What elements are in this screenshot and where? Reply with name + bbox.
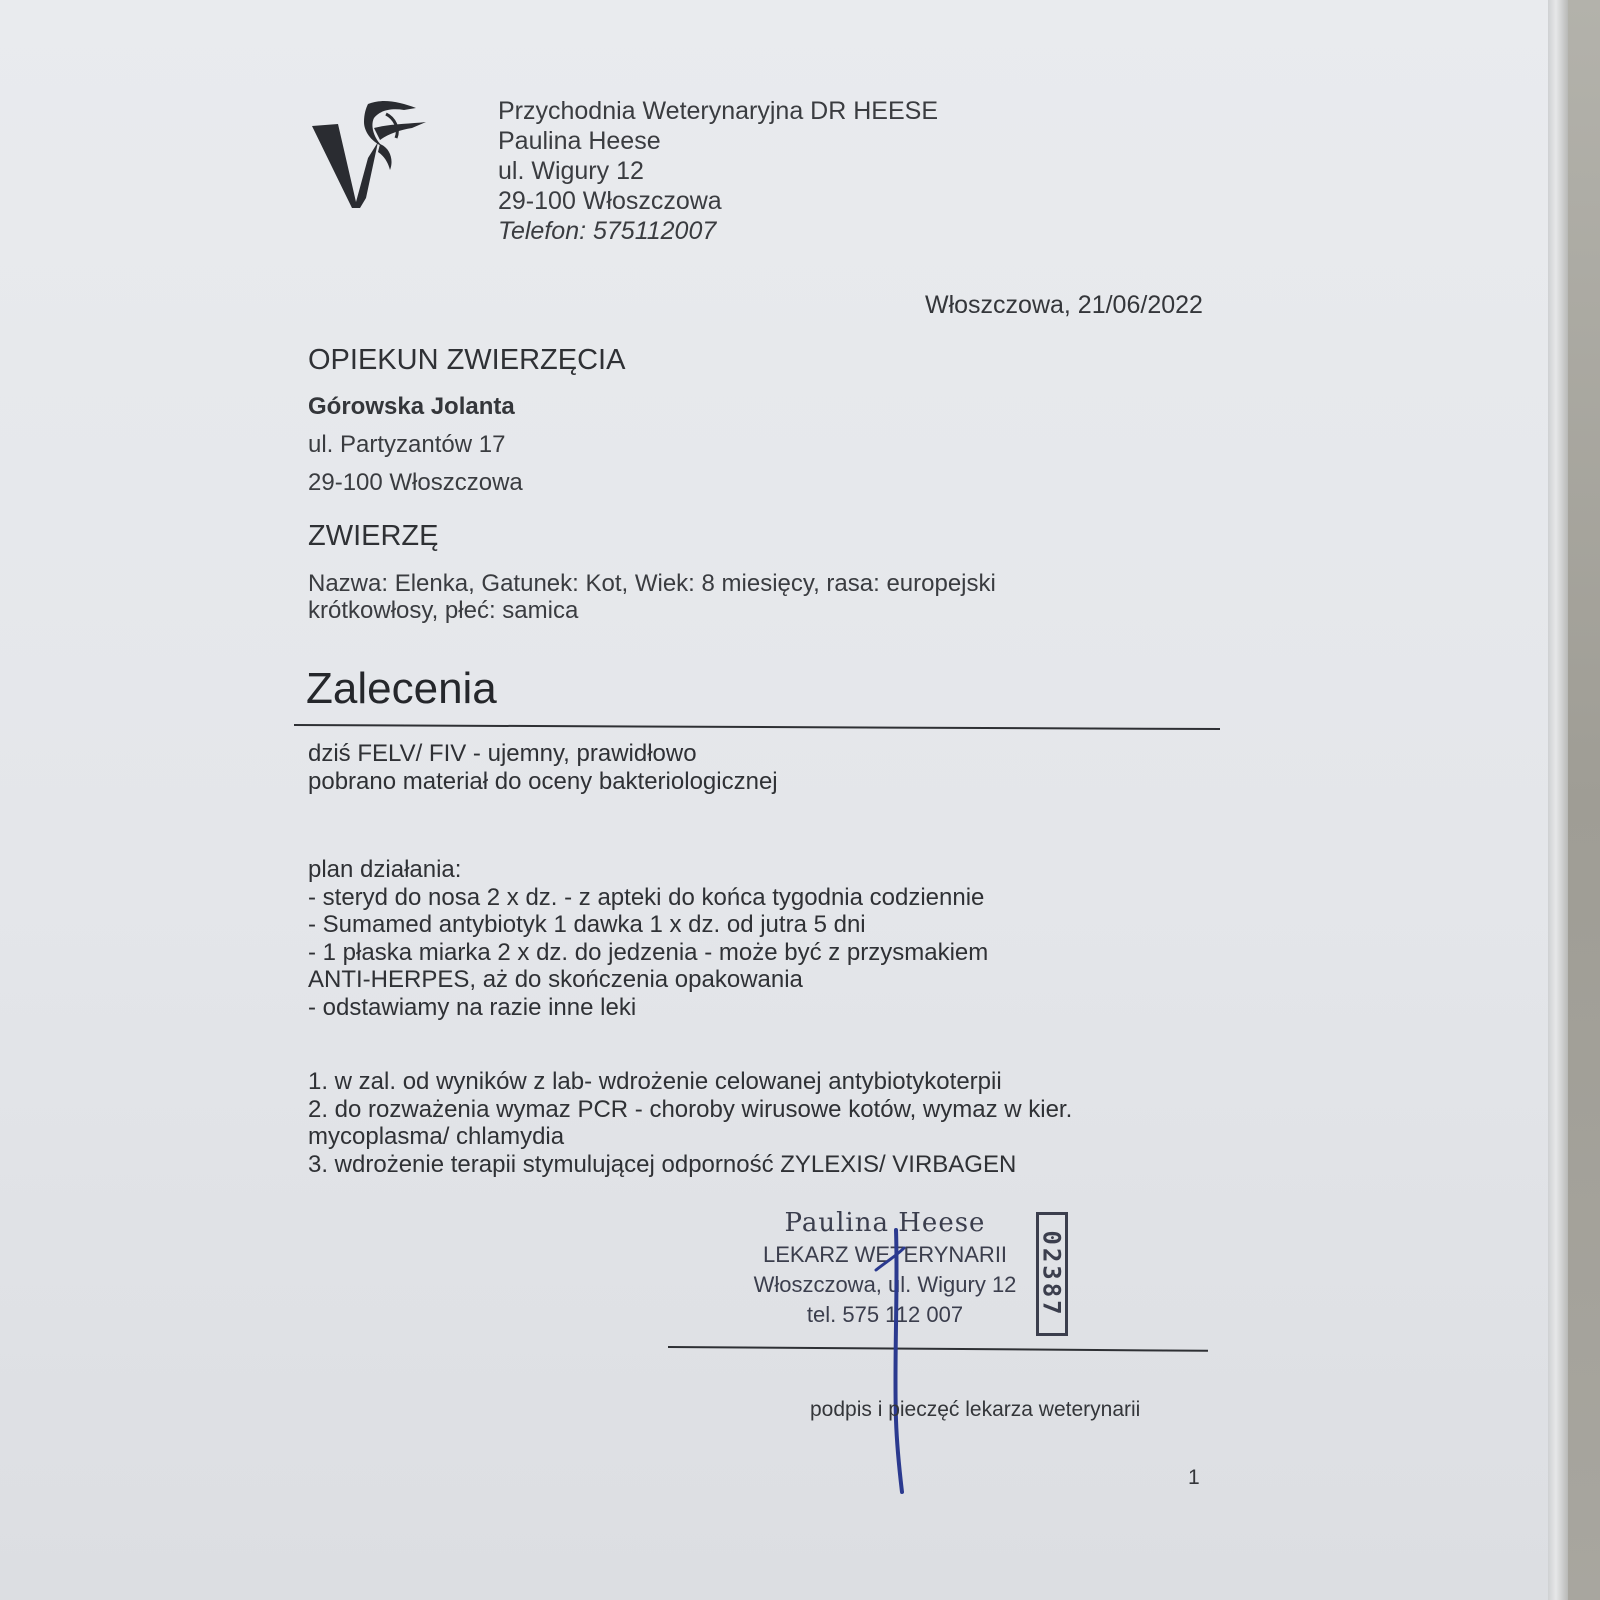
text-line: - Sumamed antybiotyk 1 dawka 1 x dz. od jutra 5 dni [308,911,866,938]
owner-street: ul. Partyzantów 17 [308,431,506,458]
stamp-license-box [1036,1212,1068,1336]
stamp-phone: tel. 575 112 007 [806,1302,964,1327]
recommendations-heading: Zalecenia [306,664,497,713]
stamp-address: Włoszczowa, ul. Wigury 12 [753,1272,1017,1297]
text-line: 3. wdrożenie terapii stymulującej odporność ZYLEXIS/ VIRBAGEN [308,1150,1017,1178]
action-plan [308,856,988,1021]
text-line: - steryd do nosa 2 x dz. - z apteki do końca tygodnia codziennie [308,883,985,911]
owner-city: 29-100 Włoszczowa [308,469,523,496]
clinic-name: Przychodnia Weterynaryjna DR HEESE [498,97,938,125]
text-line: 1. w zal. od wyników z lab- wdrożenie celowanej antybiotykoterpii [308,1068,1002,1095]
clinic-phone: Telefon: 575112007 [498,217,717,245]
clinic-logo-icon [308,98,432,214]
stamp-title: LEKARZ WETERYNARII [762,1242,1008,1267]
stamp-name: Paulina Heese [784,1208,986,1238]
text-line: 2. do rozważenia wymaz PCR - choroby wirusowe kotów, wymaz w kier. [308,1095,1073,1123]
signature-label: podpis i pieczęć lekarza weterynarii [810,1398,1141,1421]
clinic-doctor: Paulina Heese [498,127,661,155]
handwritten-signature [870,1200,930,1500]
clinic-city: 29-100 Włoszczowa [498,187,722,215]
text-line: plan działania: [308,856,462,883]
page-edge [1548,0,1568,1600]
document-date: Włoszczowa, 21/06/2022 [925,291,1203,319]
owner-name: Górowska Jolanta [308,393,515,420]
text-line: - 1 płaska miarka 2 x dz. do jedzenia - może być z przysmakiem [308,938,989,966]
next-steps [308,1068,1072,1178]
text-line: dziś FELV/ FIV - ujemny, prawidłowo [308,740,697,767]
clinic-header [498,96,938,246]
text-line: pobrano materiał do oceny bakteriologicznej [308,767,778,795]
text-line: mycoplasma/ chlamydia [308,1123,565,1150]
signature-rule [668,1346,1208,1352]
page-number: 1 [1188,1466,1200,1489]
animal-description: Nazwa: Elenka, Gatunek: Kot, Wiek: 8 miesięcy, rasa: europejski krótkowłosy, płeć: samica [308,570,996,624]
text-line: - odstawiamy na razie inne leki [308,993,637,1021]
text-line: ANTI-HERPES, aż do skończenia opakowania [308,966,803,993]
clinic-street: ul. Wigury 12 [498,157,644,185]
owner-heading: OPIEKUN ZWIERZĘCIA [308,344,626,376]
animal-heading: ZWIERZĘ [308,520,439,552]
recommendations-intro [308,740,778,795]
heading-rule [294,724,1220,730]
table-surface [1568,0,1600,1600]
stamp-license-number: 02387 [1038,1230,1066,1318]
